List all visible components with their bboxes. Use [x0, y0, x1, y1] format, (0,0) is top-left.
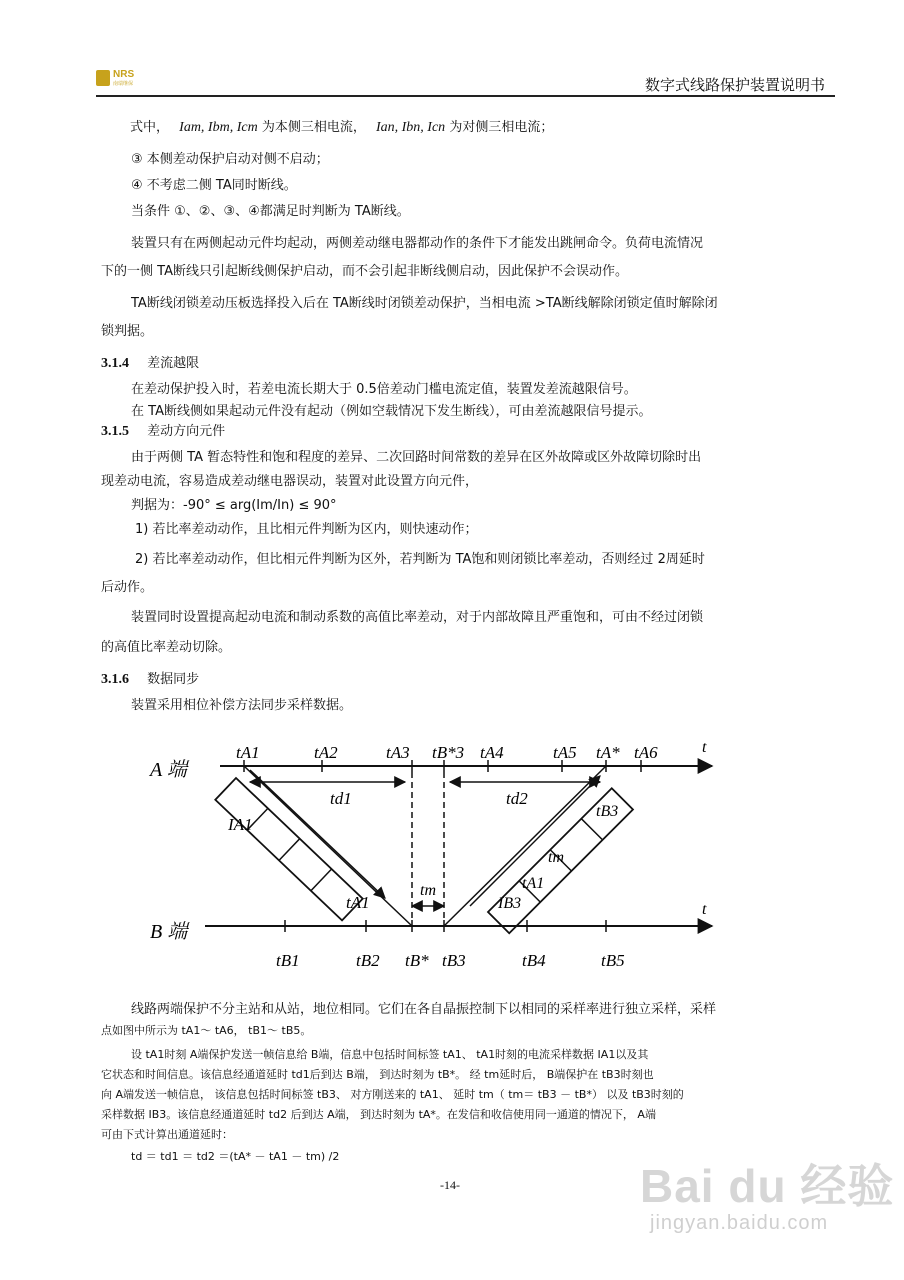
local-currents: Iam, Ibm, Icm — [179, 120, 258, 135]
formula-intro: 式中， — [130, 120, 170, 135]
sync-line1: 线路两端保护不分主站和从站，地位相同。它们在各自晶振控制下以相同的采样率进行独立采样，采样 — [131, 1002, 717, 1017]
s315-para2: 的高值比率差动切除。 — [101, 640, 232, 655]
tick-label-a: tA1 — [236, 743, 260, 762]
formula-end: 为对侧三相电流； — [449, 120, 554, 135]
sync-timing-diagram — [0, 730, 904, 990]
tick-label-b: tB4 — [522, 951, 546, 970]
condition-3: ③ 本侧差动保护启动对侧不启动； — [131, 152, 329, 167]
message-a-to-b — [244, 766, 412, 926]
section-3-1-4 — [101, 352, 199, 372]
tick-label-a: tA* — [596, 743, 620, 762]
side-b-label: B 端 — [150, 921, 188, 943]
ib3-box-label: IB3 — [498, 895, 522, 912]
ta1-arrow-label: tA1 — [346, 893, 370, 912]
watermark-logo: Bai du 经验 — [640, 1160, 895, 1212]
s315-case1: 1) 若比率差动动作，且比相元件判断为区内，则快速动作； — [135, 522, 478, 537]
section-title: 数据同步 — [147, 672, 200, 687]
para1-line2: 下的一侧 TA断线只引起断线侧保护启动，而不会引起非断线侧启动，因此保护不会误动作。 — [101, 264, 628, 279]
s315-line2: 现差动电流，容易造成差动继电器误动，装置对此设置方向元件， — [101, 474, 479, 489]
message-a-to-b-arrow — [250, 770, 385, 898]
company-logo — [96, 68, 146, 90]
section-3-1-5 — [101, 420, 225, 440]
condition-4: ④ 不考虑二侧 TA同时断线。 — [131, 178, 297, 193]
watermark-url: jingyan.baidu.com — [650, 1212, 829, 1234]
tick-label-a: tA2 — [314, 743, 338, 762]
s316-line1: 装置采用相位补偿方法同步采样数据。 — [131, 698, 353, 713]
remote-currents: Ian, Ibn, Icn — [375, 120, 446, 135]
tick-label-b: tB5 — [601, 951, 625, 970]
tick-label-b: tB* — [405, 951, 429, 970]
td1-label: td1 — [330, 789, 352, 808]
formula-mid: 为本侧三相电流， — [261, 120, 366, 135]
logo-text: NRS — [113, 69, 135, 80]
tick-label-a: tA5 — [553, 743, 577, 762]
side-a-label: A 端 — [150, 759, 187, 781]
s315-case2-line1: 2) 若比率差动动作，但比相元件判断为区外，若判断为 TA饱和则闭锁比率差动，否则经过 2周延时 — [135, 552, 705, 567]
tick-label-b: tB1 — [276, 951, 300, 970]
s314-line1: 在差动保护投入时，若差电流长期大于 0.5倍差动门槛电流定值，装置发差流越限信号。 — [131, 382, 637, 397]
s315-case2-line2: 后动作。 — [101, 580, 154, 595]
tb3-box-label: tB3 — [596, 803, 619, 820]
s315-line1: 由于两侧 TA 暂态特性和饱和程度的差异、二次回路时间常数的差异在区外故障或区外故障切除时出 — [131, 450, 702, 465]
tm-label: tm — [420, 882, 436, 899]
tick-label-b: tB2 — [356, 951, 380, 970]
logo-subtext: 南瑞继保 — [113, 81, 134, 87]
section-title: 差流越限 — [147, 356, 200, 371]
time-axis-b: t — [702, 901, 707, 918]
section-title: 差动方向元件 — [147, 424, 226, 439]
para1-line1: 装置只有在两侧起动元件均起动，两侧差动继电器都动作的条件下才能发出跳闸命令。负荷电流情况 — [131, 236, 704, 251]
section-number: 3.1.5 — [101, 424, 129, 439]
tick-label-b: tB3 — [442, 951, 466, 970]
header-divider — [96, 95, 835, 97]
section-number: 3.1.4 — [101, 356, 129, 371]
s315-para1: 装置同时设置提高起动电流和制动系数的高值比率差动，对于内部故障且严重饱和，可由不经过闭锁 — [131, 610, 704, 625]
sync-line2: 点如图中所示为 tA1～ tA6， tB1～ tB5。 — [101, 1024, 312, 1037]
s314-line2: 在 TA断线侧如果起动元件没有起动（例如空载情况下发生断线），可由差流越限信号提示。 — [131, 404, 652, 419]
sync-line7: 可由下式计算出通道延时： — [101, 1128, 233, 1141]
sync-line4: 它状态和时间信息。该信息经通道延时 td1后到达 B端， 到达时刻为 tB*。 经 tm延时后， B端保护在 tB3时刻也 — [101, 1068, 654, 1081]
tick-label-a: tB*3 — [432, 743, 465, 762]
sync-formula: td ＝ td1 ＝ td2 ＝(tA* － tA1 － tm) /2 — [131, 1150, 340, 1163]
formula-line — [130, 116, 553, 136]
time-axis-a: t — [702, 739, 707, 756]
ta1-box-label: tA1 — [522, 875, 545, 892]
tick-label-a: tA3 — [386, 743, 410, 762]
sync-line5: 向 A端发送一帧信息， 该信息包括时间标签 tB3、 对方刚送来的 tA1、 延时 tm（ tm＝ tB3 － tB*） 以及 tB3时刻的 — [101, 1088, 684, 1101]
section-3-1-6 — [101, 668, 199, 688]
section-number: 3.1.6 — [101, 672, 129, 687]
logo-mark-icon — [96, 70, 110, 86]
sync-line6: 采样数据 IB3。该信息经通道延时 td2 后到达 A端， 到达时刻为 tA*。在发信和收信使用同一通道的情况下， A端 — [101, 1108, 656, 1121]
td2-label: td2 — [506, 789, 528, 808]
tick-label-a: tA4 — [480, 743, 504, 762]
manual-title: 数字式线路保护装置说明书 — [645, 76, 826, 94]
para2-line2: 锁判据。 — [101, 324, 154, 339]
page-number: -14- — [440, 1178, 460, 1192]
sync-line3: 设 tA1时刻 A端保护发送一帧信息给 B端，信息中包括时间标签 tA1、 tA1时刻的电流采样数据 IA1以及其 — [131, 1048, 649, 1061]
tm-box-label: tm — [548, 849, 564, 866]
tick-label-a: tA6 — [634, 743, 658, 762]
para2-line1: TA断线闭锁差动压板选择投入后在 TA断线时闭锁差动保护，当相电流 >TA断线解除闭锁定值时解除闭 — [131, 296, 718, 311]
ia1-label: IA1 — [228, 815, 253, 834]
condition-all: 当条件 ①、②、③、④都满足时判断为 TA断线。 — [131, 204, 410, 219]
s315-criterion: 判据为：-90° ≤ arg(Im/In) ≤ 90° — [131, 498, 337, 513]
